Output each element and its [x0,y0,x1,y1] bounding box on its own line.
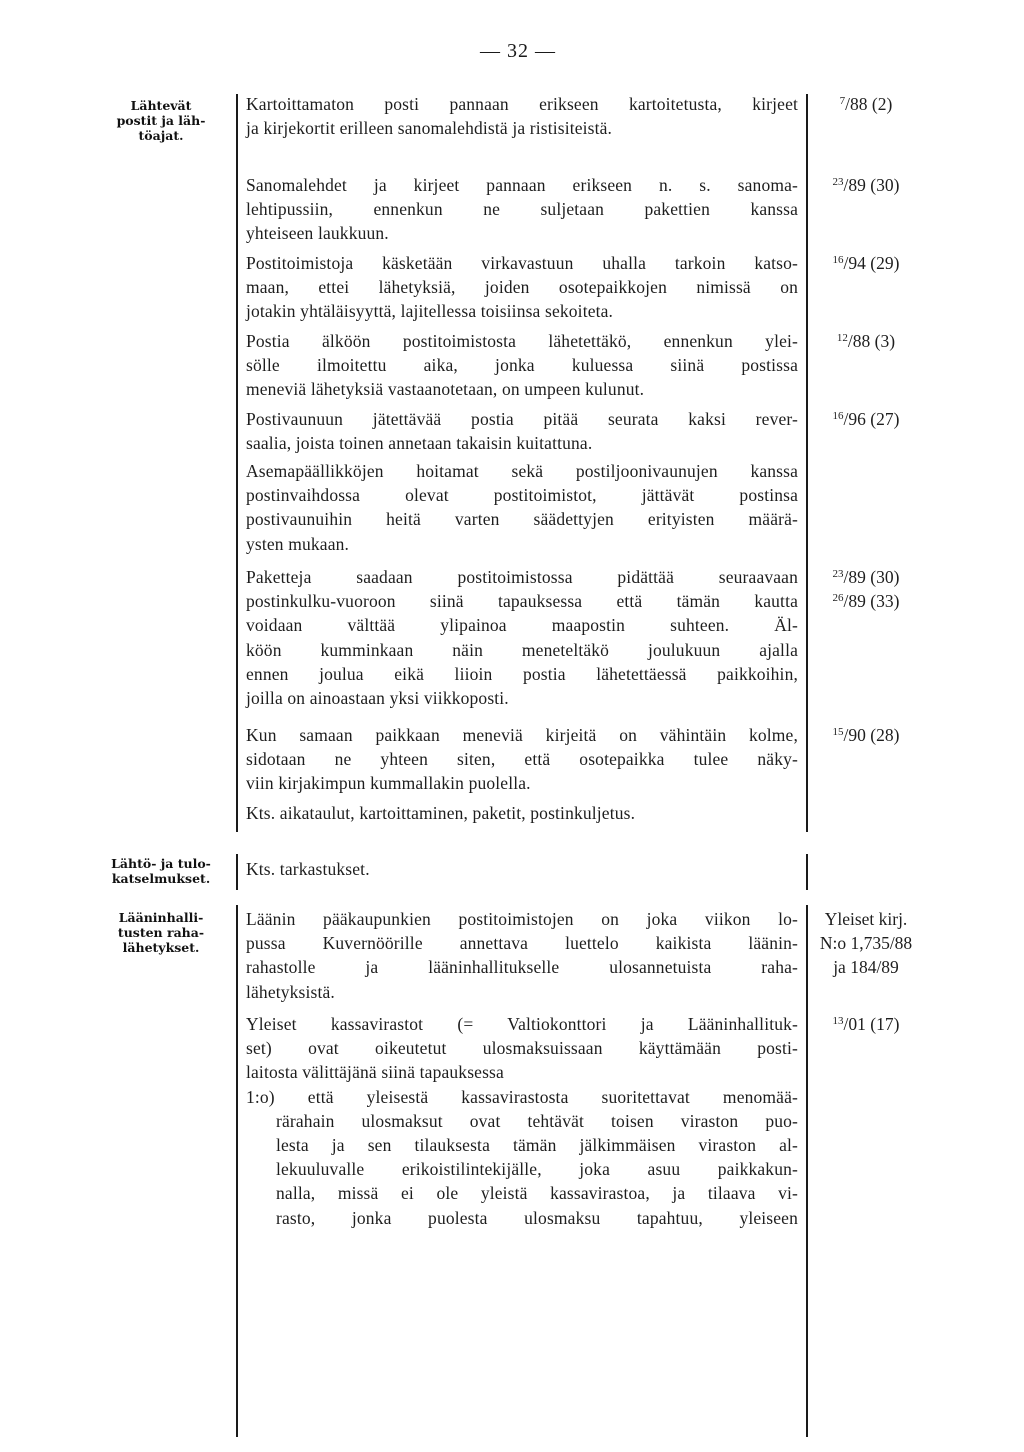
text-line: rasto, jonka puolesta ulosmaksu tapahtuu, yleiseen [276,1207,798,1228]
text-line: Sanomalehdet ja kirjeet pannaan erikseen n. s. sanoma- [246,175,798,195]
paragraph [246,251,798,324]
text-line: lekuuluvalle erikoistilintekijälle, joka asuu paikkakun- [276,1159,798,1180]
paragraph [246,459,798,556]
side-heading-line: tusten raha- [117,925,205,940]
text-line: meneviä lähetyksiä vastaanotetaan, on umpeen kulunut. [246,379,645,400]
text-line: voidaan välttää ylipainoa maapostin suhteen. Äl- [246,615,798,636]
text-line: 1:o) että yleisestä kassavirastosta suoritettavat menomää- [246,1086,798,1107]
paragraph [246,801,798,825]
text-line: ja kirjekortit erilleen sanomalehdistä ja ristisiteistä. [246,118,613,139]
text-line: lehtipussiin, ennenkun ne suljetaan pakettien kanssa [246,199,798,220]
text-line: joilla on ainoastaan yksi viikkoposti. [246,688,509,709]
text-line: postivaunuihin heitä varten säädettyjen erityisten määrä- [246,509,798,530]
text-line: rärahain ulosmaksut ovat tehtävät toisen viraston puo- [276,1110,798,1131]
text-line: Kun samaan paikkaan meneviä kirjeitä on vähintäin kolme, [246,725,798,745]
text-line: Postia älköön postitoimistosta lähetettäkö, ennenkun ylei- [246,331,798,351]
side-heading-line: Lääninhalli- [118,910,204,925]
text-line: ysten mukaan. [246,533,350,554]
reference-note: Yleiset kirj. N:o 1,735/88 ja 184/89 [819,909,913,978]
left-column-rule [236,905,238,1437]
paragraph [246,857,798,881]
paragraph [246,723,798,796]
right-column-rule [806,94,808,832]
text-line: nalla, missä ei ole yleistä kassavirastoa, ja tilaava vi- [276,1183,798,1204]
reference-mark: $^{15}$/90 (28) [832,725,900,745]
right-column-rule [806,854,808,890]
text-line: Postitoimistoja käsketään virkavastuun uhalla tarkoin katso- [246,253,798,273]
side-heading-line: Lähtö- ja tulo- [111,856,211,871]
text-line: postinkulku-vuoroon siinä tapauksessa että tämän kautta [246,591,798,612]
text-line: Kts. tarkastukset. [246,859,370,879]
side-heading [96,856,226,886]
text-line: yhteiseen laukkuun. [246,223,389,244]
side-heading-line: katselmukset. [111,871,211,886]
reference-mark: $^{16}$/94 (29) [832,253,900,273]
text-line: Kartoittamaton posti pannaan erikseen kartoitetusta, kirjeet [246,94,798,114]
text-line: saalia, joista toinen annetaan takaisin kuitattuna. [246,433,593,454]
left-column-rule [236,94,238,832]
text-line: maan, ettei lähetyksiä, joiden osotepaikkojen nimissä on [246,277,798,298]
reference-mark: $^{23}$/89 (30) $^{26}$/89 (33) [832,567,900,612]
paragraph [246,92,798,140]
text-line: jotakin yhtäläisyyttä, lajitellessa toisiinsa sekoiteta. [246,301,614,322]
text-line: Asemapäällikköjen hoitamat sekä postiljoonivaunujen kanssa [246,461,798,481]
text-line: sidotaan ne yhteen siten, että osotepaikka tulee näky- [246,749,798,770]
text-line: rahastolle ja lääninhallitukselle ulosannetuista raha- [246,957,798,978]
reference-mark: $^7$/88 (2) [839,94,893,114]
side-heading-line: töajat. [138,128,184,143]
text-line: köön kumminkaan näin meneteltäkö joulukuun ajalla [246,639,798,660]
text-line: sölle ilmoitettu aika, jonka kuluessa siinä postissa [246,355,798,376]
text-line: Yleiset kassavirastot (= Valtiokonttori ja Lääninhallituk- [246,1014,798,1034]
right-column-rule [806,905,808,1437]
text-line: pussa Kuvernöörille annettava luettelo kaikista läänin- [246,933,798,954]
text-line: ennen joulua eikä liioin postia lähetettäessä paikkoihin, [246,663,798,684]
side-heading-line: lähetykset. [122,940,200,955]
reference-mark: $^{13}$/01 (17) [832,1014,900,1034]
paragraph [246,407,798,455]
paragraph [246,565,798,710]
side-heading [96,98,226,143]
paragraph [246,1012,798,1230]
text-line: viin kirjakimpun kummallakin puolella. [246,773,531,794]
paragraph [246,907,798,1004]
text-line: Kts. aikataulut, kartoittaminen, paketit, postinkuljetus. [246,803,636,823]
text-line: lesta ja sen tilauksesta tämän jälkimmäisen viraston al- [276,1135,798,1156]
left-column-rule [236,854,238,890]
text-line: Paketteja saadaan postitoimistossa pidättää seuraavaan [246,567,798,587]
side-heading [96,910,226,955]
page-number: — 32 — [480,40,556,62]
text-line: Postivaunuun jätettävää postia pitää seurata kaksi rever- [246,409,798,429]
paragraph [246,329,798,402]
reference-mark: $^{23}$/89 (30) [832,175,900,195]
text-line: postinvaihdossa olevat postitoimistot, jättävät postinsa [246,485,798,506]
text-line: set) ovat oikeutetut ulosmaksuissaan käyttämään posti- [246,1038,798,1059]
side-heading-line: postit ja läh- [116,113,206,128]
text-line: Läänin pääkaupunkien postitoimistojen on joka viikon lo- [246,909,798,929]
text-line: laitosta välittäjänä siinä tapauksessa [246,1062,504,1083]
text-line: lähetyksistä. [246,981,335,1002]
reference-mark: $^{16}$/96 (27) [832,409,900,429]
paragraph [246,173,798,246]
reference-mark: $^{12}$/88 (3) [836,331,896,351]
side-heading-line: Lähtevät [130,98,192,113]
